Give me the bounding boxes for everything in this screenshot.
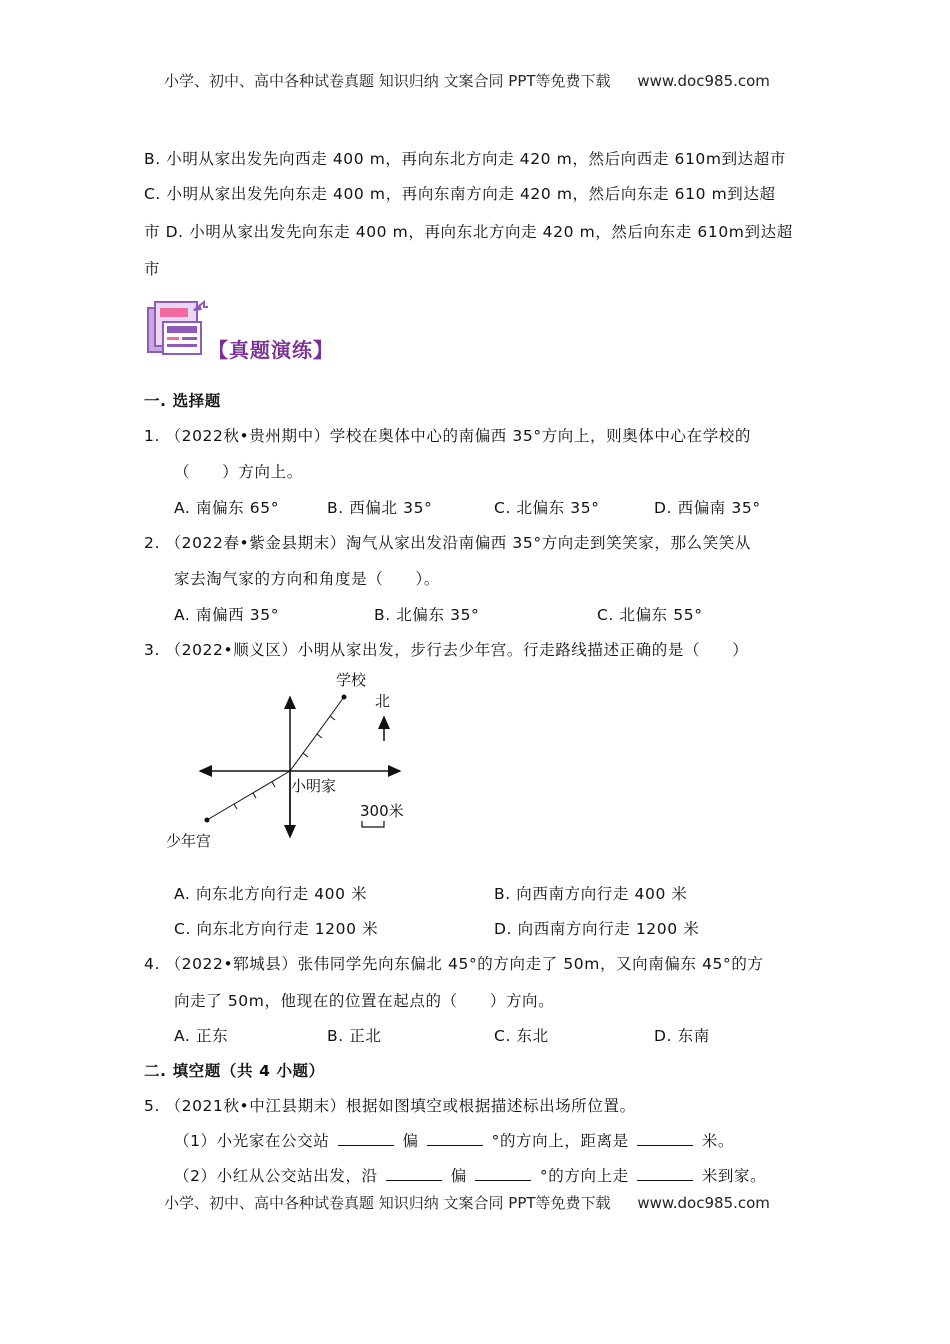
q1-option-d[interactable]: D. 西偏南 35°	[654, 499, 761, 517]
tick-ne-3	[330, 716, 335, 720]
q5-line1: 5. （2021秋•中江县期末）根据如图填空或根据描述标出场所位置。	[144, 1097, 636, 1115]
q1-option-b[interactable]: B. 西偏北 35°	[327, 499, 433, 517]
q2-option-b[interactable]: B. 北偏东 35°	[374, 606, 480, 624]
q5-sub2-text-c: °的方向上走	[539, 1167, 629, 1185]
option-line-end: 市	[144, 260, 161, 278]
label-home: 小明家	[291, 777, 337, 795]
q3-option-b[interactable]: B. 向西南方向行走 400 米	[494, 885, 688, 903]
page-footer	[164, 1192, 770, 1213]
q5-sub1-blank-direction1[interactable]	[338, 1131, 394, 1146]
section-title-choice: 一. 选择题	[144, 392, 221, 410]
tick-sw-1	[272, 782, 275, 787]
q5-sub1-text-b: 偏	[402, 1132, 419, 1150]
q2-option-c[interactable]: C. 北偏东 55°	[597, 606, 703, 624]
q5-sub2-text-a: （2）小红从公交站出发，沿	[174, 1167, 378, 1185]
tick-ne-2	[317, 734, 322, 738]
q2-option-a[interactable]: A. 南偏西 35°	[174, 606, 280, 624]
q5-sub1-blank-distance[interactable]	[637, 1131, 693, 1146]
tick-ne-1	[303, 753, 308, 757]
q4-option-a[interactable]: A. 正东	[174, 1027, 229, 1045]
q5-sub2-blank-distance[interactable]	[637, 1166, 693, 1181]
q2-line2: 家去淘气家的方向和角度是（ ）。	[174, 570, 440, 588]
header-url[interactable]: www.doc985.com	[637, 72, 770, 90]
q5-sub1-text-a: （1）小光家在公交站	[174, 1132, 330, 1150]
q4-line1: 4. （2022•郓城县）张伟同学先向东偏北 45°的方向走了 50m，又向南偏东 45°的方	[144, 955, 764, 973]
label-north: 北	[375, 692, 391, 710]
footer-text: 小学、初中、高中各种试卷真题 知识归纳 文案合同 PPT等免费下载	[164, 1194, 611, 1212]
q3-option-d[interactable]: D. 向西南方向行走 1200 米	[494, 920, 700, 938]
q3-option-a[interactable]: A. 向东北方向行走 400 米	[174, 885, 368, 903]
q5-sub1-text-d: 米。	[701, 1132, 735, 1150]
q5-sub2-text-b: 偏	[450, 1167, 467, 1185]
option-line-b: B. 小明从家出发先向西走 400 m，再向东北方向走 420 m，然后向西走 610m到达超市	[144, 150, 786, 168]
q1-option-c[interactable]: C. 北偏东 35°	[494, 499, 600, 517]
tick-sw-3	[234, 804, 237, 809]
q5-sub2-blank-degree[interactable]	[475, 1166, 531, 1181]
label-school: 学校	[336, 671, 367, 689]
q1-option-a[interactable]: A. 南偏东 65°	[174, 499, 280, 517]
footer-url[interactable]: www.doc985.com	[637, 1194, 770, 1212]
section-banner-title: 【真题演练】	[208, 338, 334, 362]
q1-line2: （ ）方向上。	[174, 463, 303, 481]
section-title-fill: 二. 填空题（共 4 小题）	[144, 1062, 325, 1080]
q5-sub2-blank-direction1[interactable]	[386, 1166, 442, 1181]
youth-palace-point	[205, 818, 210, 823]
scale-bar	[362, 821, 384, 827]
q2-line1: 2. （2022春•紫金县期末）淘气从家出发沿南偏西 35°方向走到笑笑家，那么笑笑从	[144, 534, 752, 552]
q1-line1: 1. （2022秋•贵州期中）学校在奥体中心的南偏西 35°方向上，则奥体中心在学校的	[144, 427, 752, 445]
q5-sub2	[174, 1164, 766, 1186]
q3-line1: 3. （2022•顺义区）小明从家出发，步行去少年宫。行走路线描述正确的是（ ）	[144, 641, 749, 659]
option-line-c: C. 小明从家出发先向东走 400 m，再向东南方向走 420 m，然后向东走 610 m到达超	[144, 185, 776, 203]
label-youth-palace: 少年宫	[166, 832, 212, 850]
option-line-d: 市 D. 小明从家出发先向东走 400 m，再向东北方向走 420 m，然后向东走 610m到达超	[144, 223, 793, 241]
tick-sw-2	[253, 793, 256, 798]
label-scale: 300米	[360, 802, 404, 820]
q3-option-c[interactable]: C. 向东北方向行走 1200 米	[174, 920, 379, 938]
document-stack-icon	[146, 298, 208, 360]
q5-sub1	[174, 1129, 734, 1151]
q5-sub2-text-d: 米到家。	[701, 1167, 767, 1185]
q4-option-c[interactable]: C. 东北	[494, 1027, 549, 1045]
q4-line2: 向走了 50m，他现在的位置在起点的（ ）方向。	[174, 992, 555, 1010]
q5-sub1-blank-degree[interactable]	[427, 1131, 483, 1146]
q4-option-d[interactable]: D. 东南	[654, 1027, 710, 1045]
section-banner	[146, 298, 366, 362]
q5-sub1-text-c: °的方向上，距离是	[491, 1132, 629, 1150]
school-point	[342, 695, 347, 700]
q4-option-b[interactable]: B. 正北	[327, 1027, 382, 1045]
route-map-figure	[160, 665, 420, 855]
route-to-youth-palace	[207, 771, 290, 820]
page-header	[164, 70, 770, 91]
header-text: 小学、初中、高中各种试卷真题 知识归纳 文案合同 PPT等免费下载	[164, 72, 611, 90]
